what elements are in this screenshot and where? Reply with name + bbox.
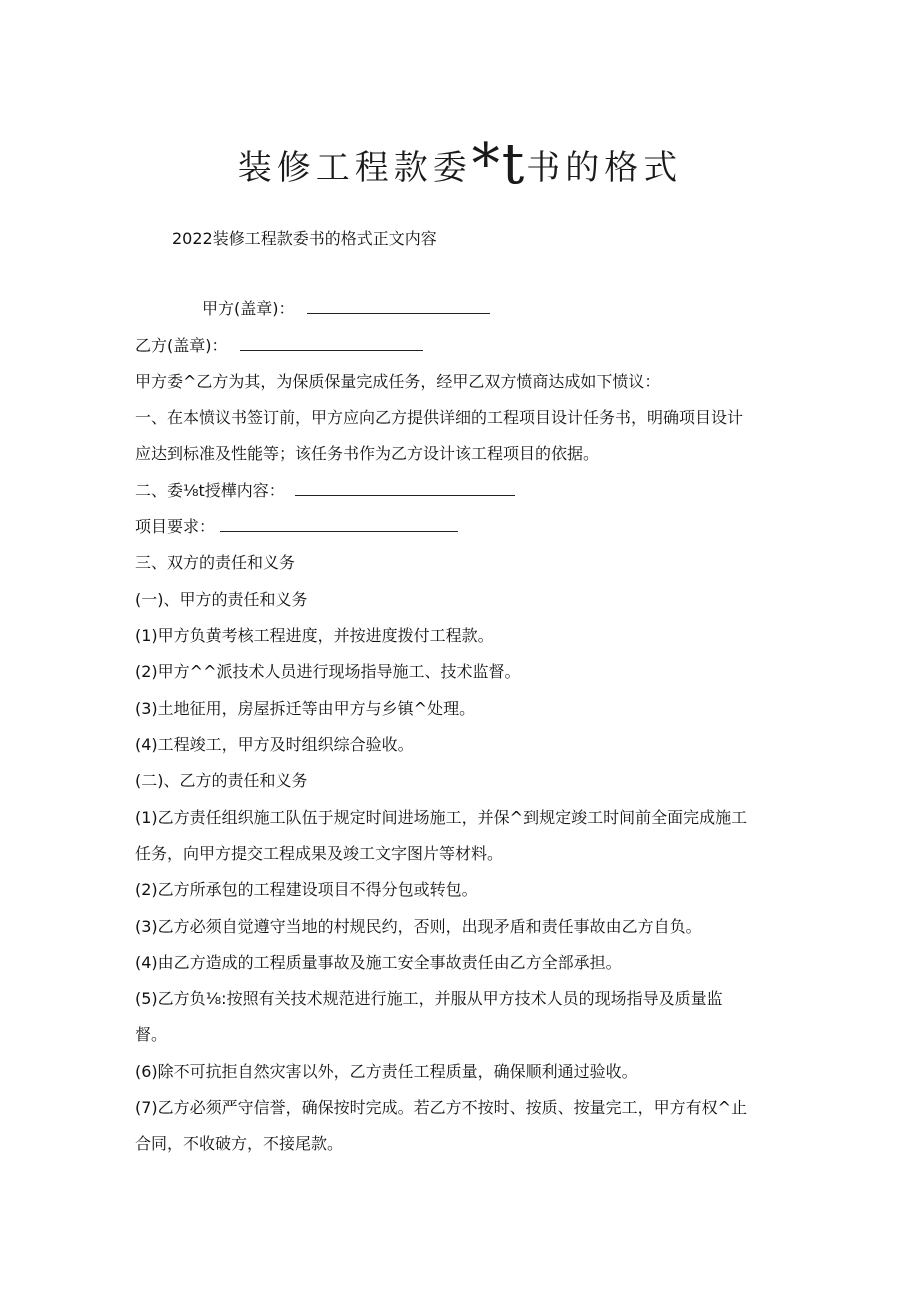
- clause-3-heading: 三、双方的责任和义务: [135, 553, 296, 572]
- party-b-duty-1-line-1: (1)乙方责任组织施工队伍于规定时间进场施工，并保^到规定竣工时间前全面完成施工: [135, 808, 748, 827]
- project-requirement-line: [135, 516, 458, 538]
- party-b-duty-2: (2)乙方所承包的工程建设项目不得分包或转包。: [135, 880, 478, 899]
- clause-2-line: [135, 480, 515, 502]
- party-a-label: 甲方(盖章)：: [202, 299, 295, 318]
- party-b-duty-7-line-2: 合同，不收破方，不接尾款。: [135, 1134, 344, 1153]
- clause-1-line-1: 一、在本愤议书签订前，甲方应向乙方提供详细的工程项目设计任务书，明确项目设计: [135, 408, 744, 427]
- party-b-duty-4: (4)由乙方造成的工程质量事故及施工安全事故责任由乙方全部承担。: [135, 953, 622, 972]
- party-a-duties-heading: (一)、甲方的责任和义务: [135, 590, 308, 609]
- document-subtitle: 2022装修工程款委书的格式正文内容: [172, 229, 437, 248]
- clause-2-blank: [295, 480, 515, 496]
- intro-paragraph: 甲方委^乙方为其，为保质保量完成任务，经甲乙双方愤商达成如下愤议：: [135, 372, 661, 391]
- party-b-label: 乙方(盖章)：: [135, 336, 228, 355]
- party-a-duty-3: (3)土地征用，房屋拆迁等由甲方与乡镇^处理。: [135, 699, 476, 718]
- party-b-duty-7-line-1: (7)乙方必须严守信誉，确保按时完成。若乙方不按时、按质、按量完工，甲方有权^止: [135, 1098, 748, 1117]
- party-b-duty-6: (6)除不可抗拒自然灾害以外，乙方责任工程质量，确保顺利通过验收。: [135, 1062, 638, 1081]
- party-a-duty-4: (4)工程竣工，甲方及时组织综合验收。: [135, 735, 414, 754]
- party-b-duties-heading: (二)、乙方的责任和义务: [135, 771, 308, 790]
- title-part-2: 书的格式: [526, 148, 683, 188]
- party-a-line: [202, 298, 490, 320]
- party-b-duty-3: (3)乙方必须自觉遵守当地的村规民约，否则，出现矛盾和责任事故由乙方自负。: [135, 917, 702, 936]
- clause-1-line-2: 应达到标准及性能等；该任务书作为乙方设计该工程项目的依据。: [135, 444, 600, 463]
- party-b-duty-5-line-1: (5)乙方负⅛:按照有关技术规范进行施工，并服从甲方技术人员的现场指导及质量监: [135, 989, 723, 1008]
- party-a-duty-2: (2)甲方^^派技术人员进行现场指导施工、技术监督。: [135, 662, 521, 681]
- title-glyph: *t: [471, 132, 527, 197]
- project-requirement-label: 项目要求：: [135, 517, 216, 536]
- party-b-duty-5-line-2: 督。: [135, 1025, 168, 1044]
- title-part-1: 装修工程款委: [237, 148, 472, 188]
- document-title: [0, 132, 920, 197]
- party-a-duty-1: (1)甲方负黄考核工程进度，并按进度拨付工程款。: [135, 626, 494, 645]
- clause-2-label: 二、委⅛t授樺内容：: [135, 481, 285, 500]
- party-b-duty-1-line-2: 任务，向甲方提交工程成果及竣工文字图片等材料。: [135, 844, 504, 863]
- party-b-signature-blank: [240, 335, 423, 351]
- party-b-line: [135, 335, 423, 357]
- project-requirement-blank: [220, 516, 458, 532]
- party-a-signature-blank: [307, 298, 490, 314]
